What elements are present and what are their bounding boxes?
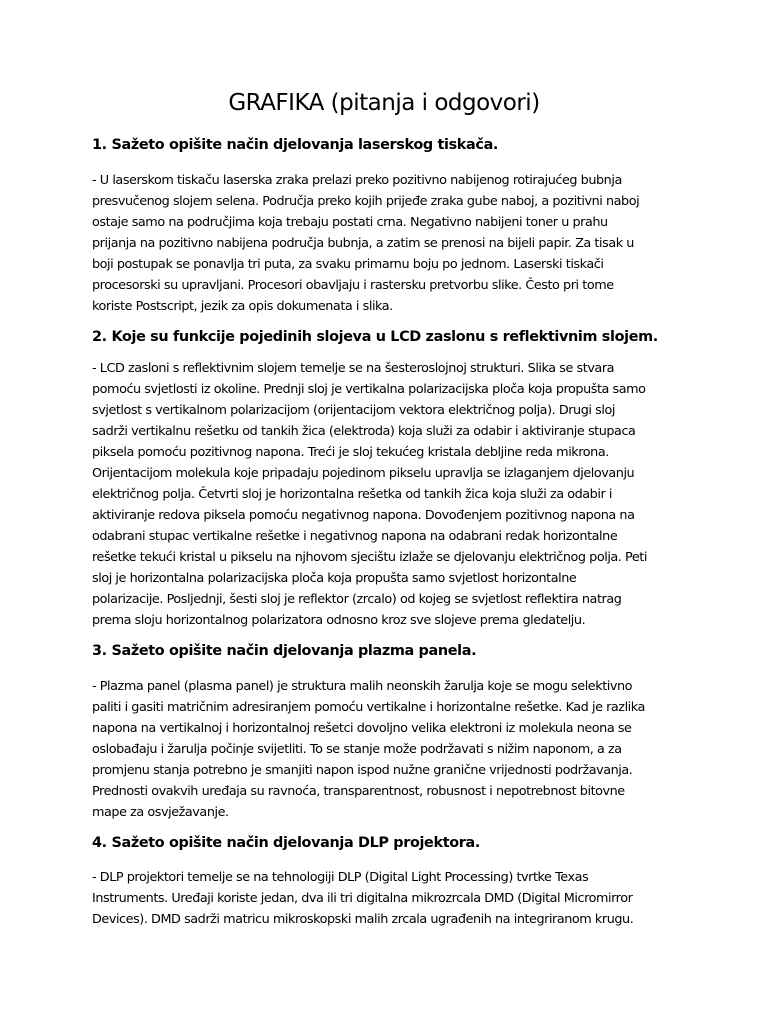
- answer-line: piksela pomoću pozitivnog napona. Treći je sloj tekućeg kristala debljine reda mikrona.: [92, 445, 609, 460]
- answer-line: rešetke tekući kristal u pikselu na njhovom sjecištu izlaže se djelovanju električnog polja. Peti: [92, 550, 647, 565]
- answer-line: Orijentacijom molekula koje pripadaju pojedinom pikselu upravlja se izlaganjem djelovanju: [92, 466, 635, 481]
- answer-line: sadrži vertikalnu rešetku od tankih žica (elektroda) koja služi za odabir i aktiviranje stupaca: [92, 424, 636, 439]
- question-3-answer: [92, 676, 645, 823]
- answer-line: presvučenog slojem selena. Područja preko kojih prijeđe zraka gube naboj, a pozitivni naboj: [92, 194, 640, 209]
- answer-line: odabrani stupac vertikalne rešetke i negativnog napona na odabrani redak horizontalne: [92, 529, 618, 544]
- answer-line: oslobađaju i žarulja počinje svijetliti. To se stanje može podržavati s nižim naponom, a za: [92, 742, 622, 757]
- answer-line: procesorski su upravljani. Procesori obavljaju i rastersku pretvorbu slike. Često pri tome: [92, 278, 614, 293]
- question-3-heading: 3. Sažeto opišite način djelovanja plazma panela.: [92, 643, 477, 659]
- answer-line: - LCD zasloni s reflektivnim slojem temelje se na šesteroslojnoj strukturi. Slika se stvara: [92, 361, 615, 376]
- answer-line: svjetlost s vertikalnom polarizacijom (orijentacijom vektora električnog polja). Drugi sloj: [92, 403, 615, 418]
- answer-line: boji postupak se ponavlja tri puta, za svaku primarnu boju po jednom. Laserski tiskači: [92, 257, 604, 272]
- answer-line: promjenu stanja potrebno je smanjiti napon ispod nužne granične vrijednosti podržavanja.: [92, 763, 633, 778]
- answer-line: - Plazma panel (plasma panel) je struktura malih neonskih žarulja koje se mogu selektivno: [92, 679, 633, 694]
- answer-line: - DLP projektori temelje se na tehnologiji DLP (Digital Light Processing) tvrtke Texas: [92, 870, 589, 885]
- answer-line: paliti i gasiti matričnim adresiranjem pomoću vertikalne i horizontalne rešetke. Kad je razlika: [92, 700, 645, 715]
- question-2-answer: [92, 358, 647, 631]
- answer-line: Instruments. Uređaji koriste jedan, dva ili tri digitalna mikrozrcala DMD (Digital Micromirror: [92, 891, 633, 906]
- question-2-heading: 2. Koje su funkcije pojedinih slojeva u LCD zaslonu s reflektivnim slojem.: [92, 329, 658, 345]
- answer-line: mape za osvježavanje.: [92, 805, 229, 820]
- answer-line: Prednosti ovakvih uređaja su ravnoća, transparentnost, robusnost i nepotrebnost bitovne: [92, 784, 625, 799]
- document-title: GRAFIKA (pitanja i odgovori): [228, 90, 540, 116]
- answer-line: prijanja na pozitivno nabijena područja bubnja, a zatim se prenosi na bijeli papir. Za tisak u: [92, 236, 634, 251]
- answer-line: ostaje samo na područjima koja trebaju postati crna. Negativno nabijeni toner u prahu: [92, 215, 608, 230]
- answer-line: polarizacije. Posljednji, šesti sloj je reflektor (zrcalo) od kojeg se svjetlost reflektira natrag: [92, 592, 622, 607]
- answer-line: - U laserskom tiskaču laserska zraka prelazi preko pozitivno nabijenog rotirajućeg bubnja: [92, 173, 622, 188]
- answer-line: električnog polja. Četvrti sloj je horizontalna rešetka od tankih žica koja služi za odabir i: [92, 487, 612, 502]
- question-4-heading: 4. Sažeto opišite način djelovanja DLP projektora.: [92, 835, 480, 851]
- answer-line: prema sloju horizontalnog polarizatora odnosno kroz sve slojeve prema gledatelju.: [92, 613, 586, 628]
- answer-line: pomoću svjetlosti iz okoline. Prednji sloj je vertikalna polarizacijska ploča koja propušta samo: [92, 382, 646, 397]
- answer-line: napona na vertikalnoj i horizontalnoj rešetci dovoljno velika elektroni iz molekula neona se: [92, 721, 632, 736]
- answer-line: sloj je horizontalna polarizacijska ploča koja propušta samo svjetlost horizontalne: [92, 571, 577, 586]
- answer-line: Devices). DMD sadrži matricu mikroskopski malih zrcala ugrađenih na integriranom krugu.: [92, 912, 634, 927]
- question-1-answer: [92, 170, 639, 317]
- answer-line: aktiviranje redova piksela pomoću negativnog napona. Dovođenjem pozitivnog napona na: [92, 508, 635, 523]
- question-1-heading: 1. Sažeto opišite način djelovanja laserskog tiskača.: [92, 137, 499, 153]
- question-4-answer: [92, 867, 633, 930]
- answer-line: koriste Postscript, jezik za opis dokumenata i slika.: [92, 299, 393, 314]
